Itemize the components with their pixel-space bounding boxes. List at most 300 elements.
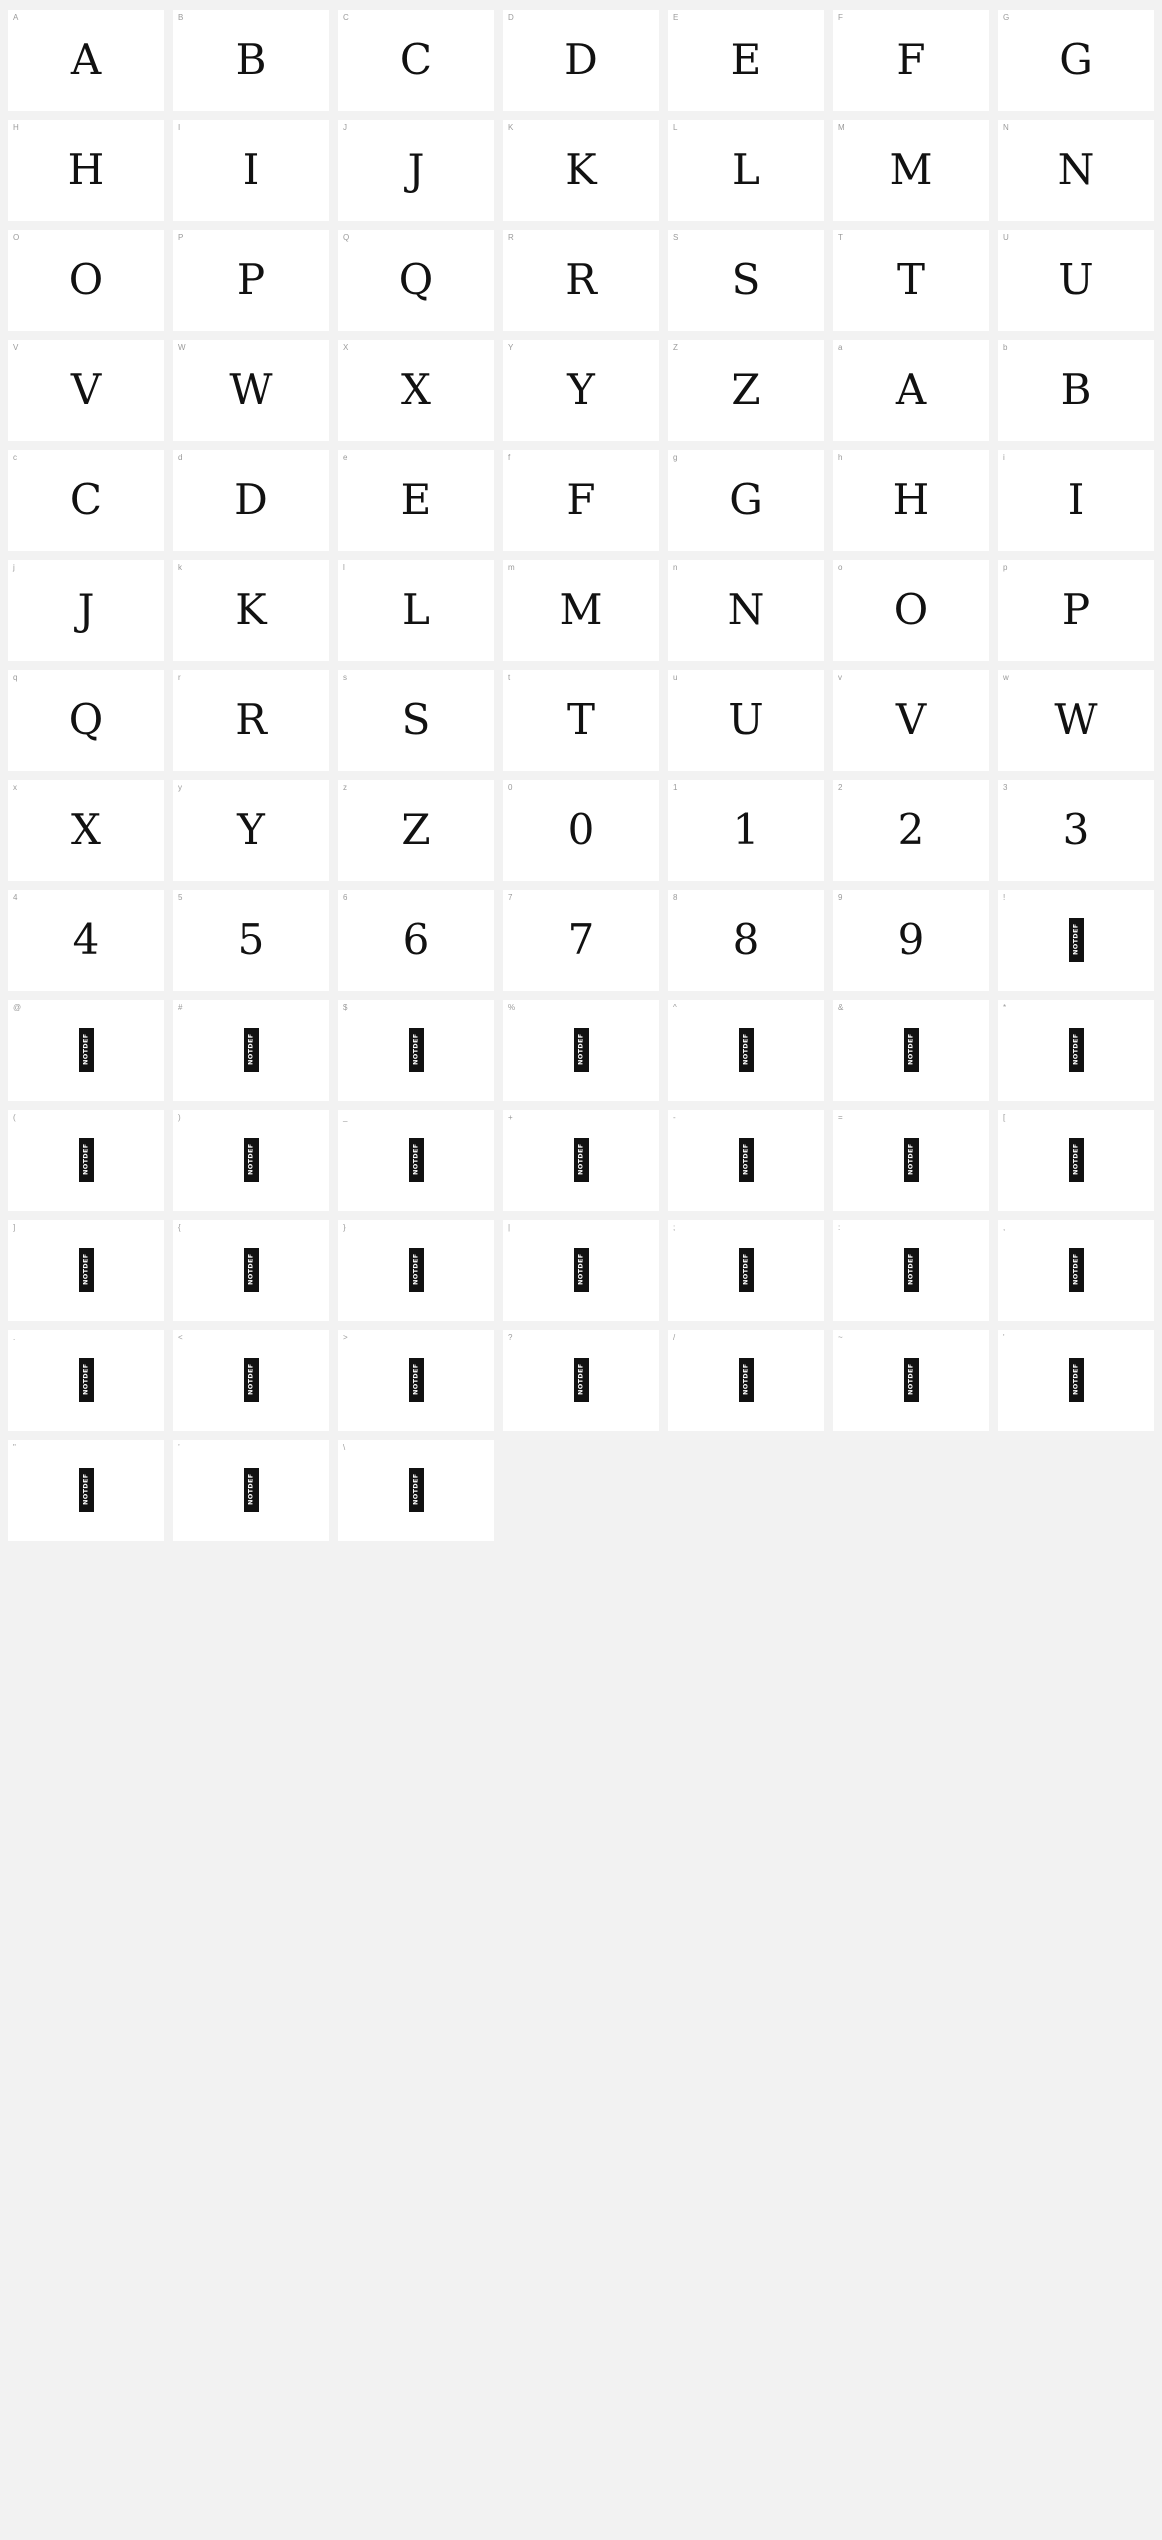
character-cell[interactable]: [668, 560, 824, 661]
character-code-label: z: [343, 783, 348, 792]
character-glyph: M: [889, 144, 933, 194]
character-cell[interactable]: [338, 780, 494, 881]
notdef-label: NOTDEF: [81, 1033, 90, 1066]
notdef-label: NOTDEF: [246, 1033, 255, 1066]
notdef-label: NOTDEF: [81, 1473, 90, 1506]
character-cell[interactable]: [503, 450, 659, 551]
character-glyph: R: [565, 254, 597, 304]
character-glyph: G: [729, 474, 763, 524]
character-code-label: }: [343, 1223, 346, 1232]
character-cell[interactable]: [833, 230, 989, 331]
character-code-label: f: [508, 453, 511, 462]
character-cell[interactable]: [998, 10, 1154, 111]
character-code-label: !: [1003, 893, 1006, 902]
character-code-label: w: [1003, 673, 1009, 682]
character-cell[interactable]: [338, 560, 494, 661]
character-cell[interactable]: [8, 230, 164, 331]
character-code-label: ]: [13, 1223, 16, 1232]
character-glyph: S: [731, 254, 761, 304]
character-cell[interactable]: [503, 230, 659, 331]
character-cell[interactable]: [173, 10, 329, 111]
character-code-label: M: [838, 123, 845, 132]
character-glyph: G: [1059, 34, 1093, 84]
character-cell[interactable]: [338, 670, 494, 771]
character-code-label: >: [343, 1333, 348, 1342]
character-cell[interactable]: [8, 670, 164, 771]
character-glyph: [173, 1330, 329, 1431]
character-glyph: O: [893, 584, 929, 634]
character-cell[interactable]: [503, 1220, 659, 1321]
character-cell[interactable]: [173, 780, 329, 881]
character-glyph: L: [732, 144, 760, 194]
character-cell[interactable]: [998, 560, 1154, 661]
character-glyph: [833, 1110, 989, 1211]
character-cell[interactable]: [668, 340, 824, 441]
character-code-label: D: [508, 13, 514, 22]
character-cell[interactable]: [998, 1330, 1154, 1431]
character-glyph: E: [730, 34, 762, 84]
character-glyph: D: [234, 474, 268, 524]
character-code-label: J: [343, 123, 348, 132]
character-glyph: V: [895, 694, 927, 744]
notdef-box-icon: [739, 1358, 754, 1402]
character-cell[interactable]: [503, 560, 659, 661]
character-cell[interactable]: [503, 120, 659, 221]
character-glyph: I: [242, 144, 260, 194]
character-glyph: [668, 1330, 824, 1431]
character-glyph: Y: [237, 804, 265, 854]
notdef-box-icon: [904, 1248, 919, 1292]
character-glyph: [998, 890, 1154, 991]
notdef-box-icon: [904, 1028, 919, 1072]
character-glyph: 1: [732, 804, 760, 854]
character-glyph: [998, 1000, 1154, 1101]
notdef-label: NOTDEF: [906, 1033, 915, 1066]
character-cell[interactable]: [173, 560, 329, 661]
notdef-box-icon: [79, 1468, 94, 1512]
notdef-label: NOTDEF: [741, 1033, 750, 1066]
notdef-label: NOTDEF: [906, 1143, 915, 1176]
character-glyph: A: [895, 364, 927, 414]
character-glyph: [998, 1220, 1154, 1321]
character-glyph: Q: [398, 254, 434, 304]
character-glyph: 9: [897, 914, 925, 964]
character-cell[interactable]: [998, 1220, 1154, 1321]
character-code-label: ): [178, 1113, 181, 1122]
character-cell[interactable]: [338, 450, 494, 551]
character-cell[interactable]: [503, 890, 659, 991]
character-code-label: L: [673, 123, 678, 132]
character-code-label: o: [838, 563, 843, 572]
character-code-label: ’: [178, 1443, 180, 1452]
character-code-label: i: [1003, 453, 1005, 462]
character-code-label: =: [838, 1113, 843, 1122]
character-code-label: ,: [1003, 1223, 1006, 1232]
character-cell[interactable]: [173, 230, 329, 331]
notdef-box-icon: [1069, 1248, 1084, 1292]
character-cell[interactable]: [833, 1330, 989, 1431]
character-glyph: [173, 1000, 329, 1101]
character-glyph: [338, 1110, 494, 1211]
character-cell[interactable]: [668, 670, 824, 771]
character-glyph: C: [69, 474, 103, 524]
character-cell[interactable]: [503, 1330, 659, 1431]
character-cell[interactable]: [8, 1110, 164, 1211]
character-glyph: X: [71, 804, 101, 854]
character-code-label: -: [673, 1113, 676, 1122]
character-cell[interactable]: [173, 1440, 329, 1541]
character-code-label: .: [13, 1333, 16, 1342]
character-cell[interactable]: [8, 1220, 164, 1321]
character-glyph: [668, 1110, 824, 1211]
character-cell[interactable]: [833, 780, 989, 881]
character-glyph: F: [896, 34, 926, 84]
character-cell[interactable]: [668, 450, 824, 551]
character-glyph: 3: [1062, 804, 1090, 854]
character-cell[interactable]: [833, 120, 989, 221]
character-cell[interactable]: [173, 1220, 329, 1321]
character-code-label: c: [13, 453, 18, 462]
character-cell[interactable]: [503, 670, 659, 771]
character-cell[interactable]: [8, 120, 164, 221]
character-code-label: ~: [838, 1333, 843, 1342]
character-glyph: 8: [732, 914, 760, 964]
character-glyph: X: [401, 364, 431, 414]
character-glyph: 2: [897, 804, 925, 854]
character-glyph: 6: [402, 914, 430, 964]
character-code-label: [: [1003, 1113, 1006, 1122]
character-glyph: [998, 1330, 1154, 1431]
character-code-label: R: [508, 233, 514, 242]
character-cell[interactable]: [668, 1330, 824, 1431]
character-cell[interactable]: [173, 670, 329, 771]
character-code-label: I: [178, 123, 181, 132]
character-glyph: [338, 1220, 494, 1321]
character-glyph: M: [559, 584, 603, 634]
character-cell[interactable]: [8, 780, 164, 881]
character-cell[interactable]: [338, 340, 494, 441]
character-code-label: s: [343, 673, 348, 682]
character-cell[interactable]: [998, 120, 1154, 221]
notdef-box-icon: [904, 1138, 919, 1182]
character-cell[interactable]: [998, 450, 1154, 551]
character-glyph: H: [67, 144, 105, 194]
character-cell[interactable]: [998, 340, 1154, 441]
character-code-label: Q: [343, 233, 350, 242]
character-cell[interactable]: [338, 1330, 494, 1431]
notdef-label: NOTDEF: [1071, 1253, 1080, 1286]
character-glyph: P: [1061, 584, 1091, 634]
character-code-label: n: [673, 563, 678, 572]
character-cell[interactable]: [338, 1220, 494, 1321]
character-glyph: F: [566, 474, 596, 524]
notdef-label: NOTDEF: [1071, 1143, 1080, 1176]
character-code-label: 6: [343, 893, 348, 902]
character-cell[interactable]: [8, 1440, 164, 1541]
notdef-label: NOTDEF: [246, 1363, 255, 1396]
notdef-box-icon: [574, 1358, 589, 1402]
character-glyph: E: [400, 474, 432, 524]
notdef-label: NOTDEF: [1071, 1363, 1080, 1396]
character-code-label: ": [13, 1443, 17, 1452]
notdef-label: NOTDEF: [246, 1143, 255, 1176]
character-glyph: J: [77, 584, 95, 634]
notdef-label: NOTDEF: [246, 1473, 255, 1506]
character-code-label: N: [1003, 123, 1009, 132]
character-code-label: +: [508, 1113, 513, 1122]
character-cell[interactable]: [833, 1220, 989, 1321]
character-code-label: V: [13, 343, 19, 352]
character-code-label: K: [508, 123, 514, 132]
notdef-label: NOTDEF: [1071, 1033, 1080, 1066]
character-cell[interactable]: [668, 1220, 824, 1321]
notdef-box-icon: [739, 1028, 754, 1072]
character-glyph: B: [235, 34, 267, 84]
character-cell[interactable]: [503, 1110, 659, 1211]
notdef-label: NOTDEF: [411, 1033, 420, 1066]
character-cell[interactable]: [833, 1000, 989, 1101]
character-cell[interactable]: [173, 1000, 329, 1101]
character-glyph: [8, 1220, 164, 1321]
character-cell[interactable]: [668, 10, 824, 111]
character-glyph: T: [566, 694, 595, 744]
character-cell[interactable]: [668, 1110, 824, 1211]
character-glyph: [503, 1330, 659, 1431]
character-glyph: K: [565, 144, 597, 194]
character-glyph: Z: [401, 804, 431, 854]
character-cell[interactable]: [668, 120, 824, 221]
notdef-box-icon: [409, 1468, 424, 1512]
character-cell[interactable]: [668, 230, 824, 331]
character-code-label: q: [13, 673, 18, 682]
notdef-label: NOTDEF: [741, 1143, 750, 1176]
notdef-box-icon: [79, 1358, 94, 1402]
notdef-label: NOTDEF: [576, 1253, 585, 1286]
character-code-label: ': [1003, 1333, 1005, 1342]
notdef-box-icon: [409, 1358, 424, 1402]
character-code-label: 4: [13, 893, 18, 902]
character-code-label: P: [178, 233, 184, 242]
character-glyph: [8, 1440, 164, 1541]
character-code-label: b: [1003, 343, 1008, 352]
character-grid: [8, 10, 1154, 1541]
notdef-box-icon: [739, 1138, 754, 1182]
notdef-label: NOTDEF: [576, 1033, 585, 1066]
character-cell[interactable]: [833, 1110, 989, 1211]
character-glyph: O: [68, 254, 104, 304]
character-code-label: 1: [673, 783, 678, 792]
character-code-label: k: [178, 563, 183, 572]
notdef-label: NOTDEF: [576, 1363, 585, 1396]
character-code-label: ?: [508, 1333, 513, 1342]
notdef-box-icon: [409, 1138, 424, 1182]
character-code-label: {: [178, 1223, 181, 1232]
character-glyph: V: [70, 364, 102, 414]
notdef-label: NOTDEF: [81, 1253, 90, 1286]
notdef-label: NOTDEF: [411, 1253, 420, 1286]
character-glyph: [833, 1220, 989, 1321]
notdef-box-icon: [574, 1138, 589, 1182]
notdef-label: NOTDEF: [81, 1143, 90, 1176]
character-code-label: (: [13, 1113, 16, 1122]
character-code-label: _: [343, 1113, 348, 1122]
character-glyph: [338, 1000, 494, 1101]
character-cell[interactable]: [668, 1000, 824, 1101]
character-cell[interactable]: [173, 450, 329, 551]
character-cell[interactable]: [668, 890, 824, 991]
character-glyph: 4: [72, 914, 100, 964]
character-code-label: X: [343, 343, 349, 352]
character-cell[interactable]: [338, 1110, 494, 1211]
character-glyph: J: [407, 144, 425, 194]
character-cell[interactable]: [833, 560, 989, 661]
notdef-box-icon: [409, 1028, 424, 1072]
character-cell[interactable]: [338, 1000, 494, 1101]
character-cell[interactable]: [998, 230, 1154, 331]
character-cell[interactable]: [503, 10, 659, 111]
character-cell[interactable]: [833, 670, 989, 771]
character-cell[interactable]: [833, 10, 989, 111]
character-glyph: [8, 1000, 164, 1101]
character-cell[interactable]: [998, 890, 1154, 991]
character-glyph: L: [402, 584, 430, 634]
character-cell[interactable]: [833, 450, 989, 551]
character-code-label: l: [343, 563, 345, 572]
character-glyph: I: [1067, 474, 1085, 524]
character-glyph: [998, 1110, 1154, 1211]
character-code-label: F: [838, 13, 844, 22]
character-code-label: m: [508, 563, 515, 572]
character-code-label: @: [13, 1003, 22, 1012]
character-glyph: [503, 1220, 659, 1321]
character-code-label: #: [178, 1003, 183, 1012]
character-cell[interactable]: [338, 230, 494, 331]
notdef-label: NOTDEF: [906, 1363, 915, 1396]
character-code-label: B: [178, 13, 184, 22]
character-code-label: <: [178, 1333, 183, 1342]
character-cell[interactable]: [173, 340, 329, 441]
character-cell[interactable]: [8, 890, 164, 991]
character-code-label: 0: [508, 783, 513, 792]
character-code-label: Y: [508, 343, 514, 352]
character-code-label: 7: [508, 893, 513, 902]
notdef-label: NOTDEF: [81, 1363, 90, 1396]
character-code-label: d: [178, 453, 183, 462]
character-code-label: $: [343, 1003, 348, 1012]
character-glyph: K: [235, 584, 267, 634]
character-glyph: [503, 1000, 659, 1101]
character-cell[interactable]: [833, 890, 989, 991]
notdef-box-icon: [574, 1248, 589, 1292]
character-code-label: G: [1003, 13, 1010, 22]
character-code-label: p: [1003, 563, 1008, 572]
character-code-label: :: [838, 1223, 841, 1232]
character-cell[interactable]: [998, 780, 1154, 881]
notdef-label: NOTDEF: [411, 1473, 420, 1506]
character-cell[interactable]: [173, 1110, 329, 1211]
character-cell[interactable]: [8, 1000, 164, 1101]
character-glyph: [668, 1000, 824, 1101]
notdef-box-icon: [244, 1138, 259, 1182]
character-code-label: x: [13, 783, 18, 792]
character-glyph: U: [728, 694, 764, 744]
character-code-label: A: [13, 13, 19, 22]
character-code-label: 8: [673, 893, 678, 902]
character-cell[interactable]: [338, 1440, 494, 1541]
character-cell[interactable]: [173, 1330, 329, 1431]
character-code-label: %: [508, 1003, 516, 1012]
notdef-box-icon: [244, 1248, 259, 1292]
character-code-label: C: [343, 13, 349, 22]
notdef-label: NOTDEF: [411, 1143, 420, 1176]
character-cell[interactable]: [833, 340, 989, 441]
character-code-label: h: [838, 453, 843, 462]
character-glyph: Y: [567, 364, 595, 414]
character-code-label: W: [178, 343, 186, 352]
character-cell[interactable]: [8, 450, 164, 551]
character-cell[interactable]: [8, 1330, 164, 1431]
character-cell[interactable]: [8, 340, 164, 441]
character-code-label: t: [508, 673, 511, 682]
notdef-label: NOTDEF: [246, 1253, 255, 1286]
character-code-label: ^: [673, 1003, 677, 1012]
notdef-label: NOTDEF: [741, 1363, 750, 1396]
notdef-box-icon: [244, 1358, 259, 1402]
character-cell[interactable]: [338, 10, 494, 111]
notdef-box-icon: [1069, 1138, 1084, 1182]
character-glyph: 7: [567, 914, 595, 964]
character-glyph: A: [70, 34, 102, 84]
character-glyph: [668, 1220, 824, 1321]
character-cell[interactable]: [8, 10, 164, 111]
character-glyph: W: [229, 364, 273, 414]
character-cell[interactable]: [338, 120, 494, 221]
character-cell[interactable]: [668, 780, 824, 881]
character-cell[interactable]: [8, 560, 164, 661]
character-code-label: a: [838, 343, 843, 352]
character-glyph: U: [1058, 254, 1094, 304]
notdef-box-icon: [79, 1248, 94, 1292]
character-code-label: e: [343, 453, 348, 462]
character-cell[interactable]: [998, 1000, 1154, 1101]
notdef-label: NOTDEF: [411, 1363, 420, 1396]
character-glyph: B: [1060, 364, 1092, 414]
character-code-label: 3: [1003, 783, 1008, 792]
notdef-label: NOTDEF: [576, 1143, 585, 1176]
character-cell[interactable]: [503, 1000, 659, 1101]
character-glyph: [173, 1440, 329, 1541]
character-cell[interactable]: [998, 1110, 1154, 1211]
character-cell[interactable]: [503, 780, 659, 881]
character-code-label: T: [838, 233, 844, 242]
character-cell[interactable]: [173, 120, 329, 221]
character-cell[interactable]: [173, 890, 329, 991]
character-glyph: Z: [731, 364, 761, 414]
character-cell[interactable]: [503, 340, 659, 441]
character-code-label: r: [178, 673, 181, 682]
notdef-box-icon: [79, 1138, 94, 1182]
character-glyph: W: [1054, 694, 1098, 744]
character-cell[interactable]: [998, 670, 1154, 771]
notdef-box-icon: [79, 1028, 94, 1072]
character-glyph: N: [1057, 144, 1095, 194]
character-code-label: /: [673, 1333, 676, 1342]
character-code-label: g: [673, 453, 678, 462]
character-cell[interactable]: [338, 890, 494, 991]
character-glyph: T: [896, 254, 925, 304]
character-glyph: [503, 1110, 659, 1211]
character-code-label: E: [673, 13, 679, 22]
